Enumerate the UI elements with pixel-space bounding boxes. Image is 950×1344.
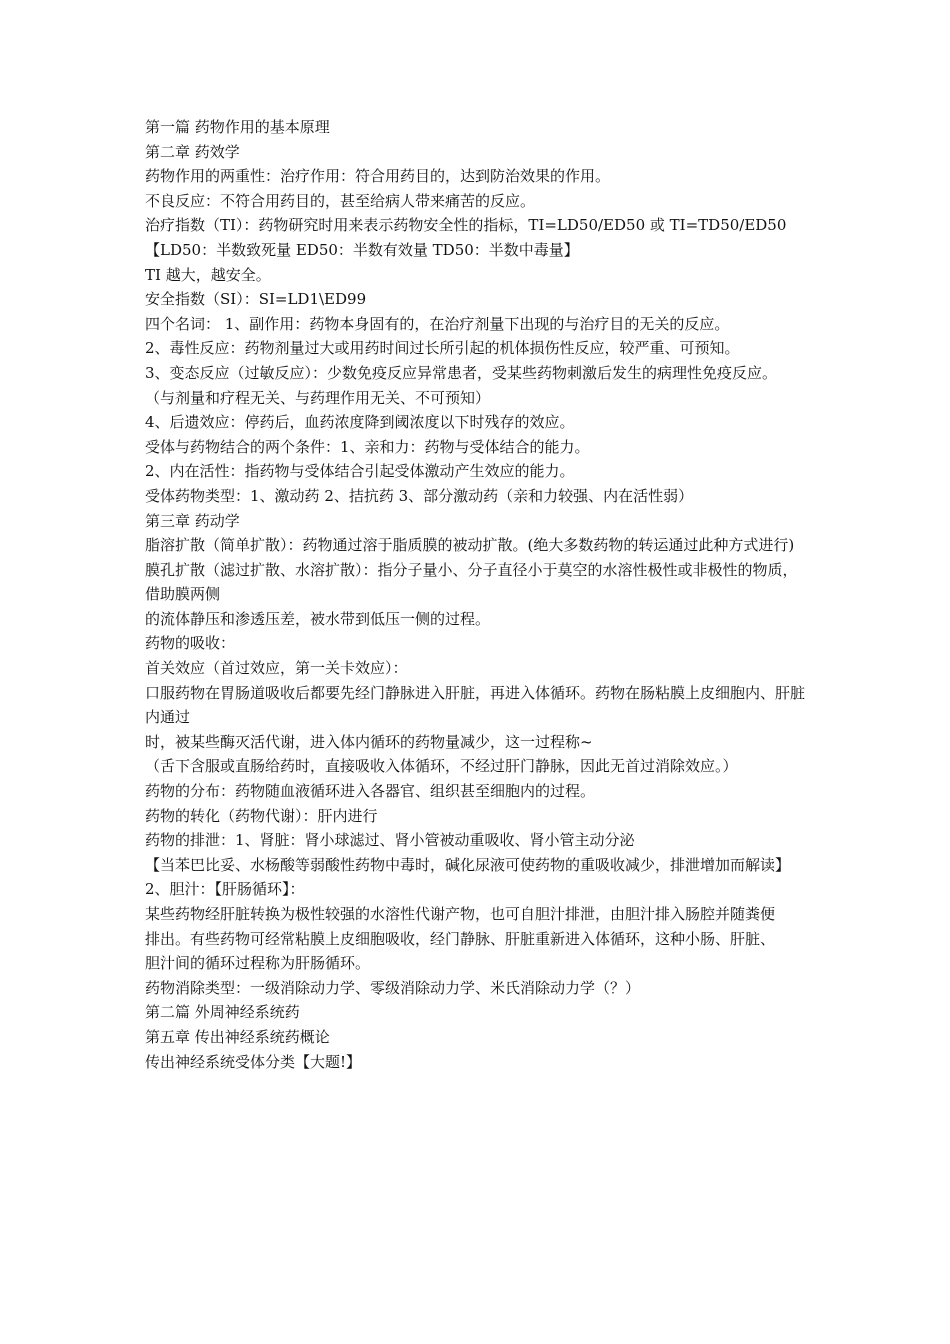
text-line: 安全指数（SI）：SI=LD1\ED99: [145, 290, 367, 309]
text-line: 受体与药物结合的两个条件：1、亲和力：药物与受体结合的能力。: [145, 437, 590, 456]
text-line: （舌下含服或直肠给药时，直接吸收入体循环，不经过肝门静脉，因此无首过消除效应。）: [145, 757, 738, 776]
part-heading: 第一篇 药物作用的基本原理: [145, 118, 330, 136]
text-line: 药物的排泄：1、肾脏：肾小球滤过、肾小管被动重吸收、肾小管主动分泌: [145, 831, 635, 850]
text-line: 3、变态反应（过敏反应）：少数免疫反应异常患者，受某些药物刺激后发生的病理性免疫反应。: [145, 363, 778, 382]
text-line: 【LD50：半数致死量 ED50：半数有效量 TD50：半数中毒量】: [145, 240, 579, 259]
text-line: 药物消除类型：一级消除动力学、零级消除动力学、米氏消除动力学（？）: [145, 978, 641, 997]
text-line: 时，被某些酶灭活代谢，进入体内循环的药物量减少，这一过程称~: [145, 732, 593, 751]
text-line: 脂溶扩散（简单扩散）：药物通过溶于脂质膜的被动扩散。(绝大多数药物的转运通过此种方式进行): [145, 536, 795, 555]
text-line: 口服药物在胃肠道吸收后都要先经门静脉进入肝脏，再进入体循环。药物在肠粘膜上皮细胞内、肝脏内通过: [145, 683, 806, 727]
text-line: 药物作用的两重性：治疗作用：符合用药目的，达到防治效果的作用。: [145, 167, 611, 186]
document-body: [145, 115, 810, 1074]
text-line: 不良反应：不符合用药目的，甚至给病人带来痛苦的反应。: [145, 191, 536, 210]
text-line: 某些药物经肝脏转换为极性较强的水溶性代谢产物，也可自胆汁排泄，由胆汁排入肠腔并随粪便: [145, 905, 776, 923]
text-line: 传出神经系统受体分类【大题!】: [145, 1052, 362, 1071]
text-line: 首关效应（首过效应，第一关卡效应）：: [145, 659, 408, 678]
text-line: 胆汁间的循环过程称为肝肠循环。: [145, 954, 371, 973]
text-line: 治疗指数（TI）：药物研究时用来表示药物安全性的指标，TI=LD50/ED50 或 TI=TD50/ED50: [145, 216, 787, 235]
text-line: 4、后遗效应：停药后，血药浓度降到阈浓度以下时残存的效应。: [145, 413, 575, 432]
text-line: 2、毒性反应：药物剂量过大或用药时间过长所引起的机体损伤性反应，较严重、可预知。: [145, 339, 740, 358]
text-line: 膜孔扩散（滤过扩散、水溶扩散）：指分子量小、分子直径小于莫空的水溶性极性或非极性的物质，借助膜两侧: [145, 560, 798, 604]
text-line: 受体药物类型：1、激动药 2、拮抗药 3、部分激动药（亲和力较强、内在活性弱）: [145, 486, 694, 505]
text-line: 排出。有些药物可经常粘膜上皮细胞吸收，经门静脉、肝脏重新进入体循环，这种小肠、肝脏、: [145, 929, 776, 948]
part-heading: 第二篇 外周神经系统药: [145, 1003, 300, 1022]
text-line: （与剂量和疗程无关、与药理作用无关、不可预知）: [145, 388, 491, 407]
text-line: 2、内在活性：指药物与受体结合引起受体激动产生效应的能力。: [145, 462, 575, 481]
chapter-heading: 第五章 传出神经系统药概论: [145, 1027, 330, 1046]
text-line: 的流体静压和渗透压差，被水带到低压一侧的过程。: [145, 609, 491, 628]
text-line: 药物的转化（药物代谢）：肝内进行: [145, 806, 378, 825]
text-line: 四个名词： 1、副作用：药物本身固有的，在治疗剂量下出现的与治疗目的无关的反应。: [145, 314, 730, 333]
chapter-heading: 第二章 药效学: [145, 142, 240, 161]
text-line: 2、胆汁：【肝肠循环】：: [145, 880, 305, 899]
text-line: 药物的分布：药物随血液循环进入各器官、组织甚至细胞内的过程。: [145, 782, 596, 801]
text-line: 【当苯巴比妥、水杨酸等弱酸性药物中毒时，碱化尿液可使药物的重吸收减少，排泄增加而解读】: [145, 855, 791, 874]
chapter-heading: 第三章 药动学: [145, 511, 240, 530]
text-line: TI 越大，越安全。: [145, 265, 271, 284]
text-line: 药物的吸收：: [145, 634, 236, 653]
